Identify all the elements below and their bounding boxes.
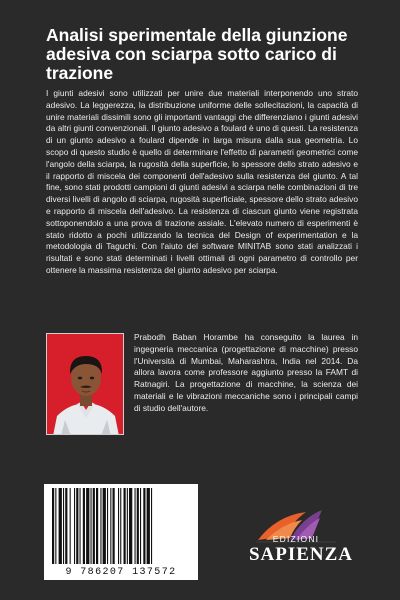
author-portrait-icon <box>47 334 124 435</box>
publisher-line1: EDIZIONI <box>272 534 320 544</box>
publisher-logo <box>236 506 366 580</box>
isbn-number: 9 786207 137572 <box>65 567 177 578</box>
book-abstract: I giunti adesivi sono utilizzati per unire due materiali interponendo uno strato adesivo. La leggerezza, la distribuzione uniforme delle sollecitazioni, la capacità di unire materiali dissimili sono gli importanti vantaggi che differenziano i giunti adesivi da altri giunti convenzionali. Il giunto adesivo a foulard è uno di questi. La resistenza di un giunto adesivo a foulard dipende in larga misura dalla sua geometria. Lo scopo di questo studio è quello di determinare l'effetto di parametri geometrici come l'angolo della sciarpa, la rugosità della superficie, lo spessore dello strato adesivo e il rapporto di miscela dei componenti dell'adesivo sulla resistenza del giunto. A tal fine, sono stati prodotti campioni di giunti adesivi a sciarpa nelle combinazioni di tre diversi livelli di angolo di sciarpa, rugosità superficiale, spessore dello strato adesivo e rapporto di miscela dell'adesivo. La resistenza di ciascun giunto viene registrata sottoponendolo a una prova di trazione assiale. L'elevato numero di esperimenti è stato ridotto a pochi utilizzando la tecnica del Design of experimentation e la metodologia di Taguchi. Con l'aiuto del software MINITAB sono stati analizzati i risultati e sono stati determinati i livelli ottimali di ogni parametro di controllo per ottenere la massima resistenza del giunto adesivo per sciarpa. <box>46 88 358 275</box>
barcode-icon <box>50 488 192 564</box>
author-photo <box>46 333 124 435</box>
author-bio: Prabodh Baban Horambe ha conseguito la laurea in ingegneria meccanica (progettazione di macchine) presso l'Università di Mumbai, Maharashtra, India nel 2014. Da allora lavora come professore aggiunto presso la FAMT di Ratnagiri. La progettazione di macchine, la scienza dei materiali e le vibrazioni meccaniche sono i principali campi di studio dell'autore. <box>134 332 358 413</box>
book-title: Analisi sperimentale della giunzione adesiva con sciarpa sotto carico di trazione <box>46 25 348 83</box>
publisher-name: SAPIENZA <box>248 544 354 565</box>
isbn-barcode <box>44 484 198 580</box>
